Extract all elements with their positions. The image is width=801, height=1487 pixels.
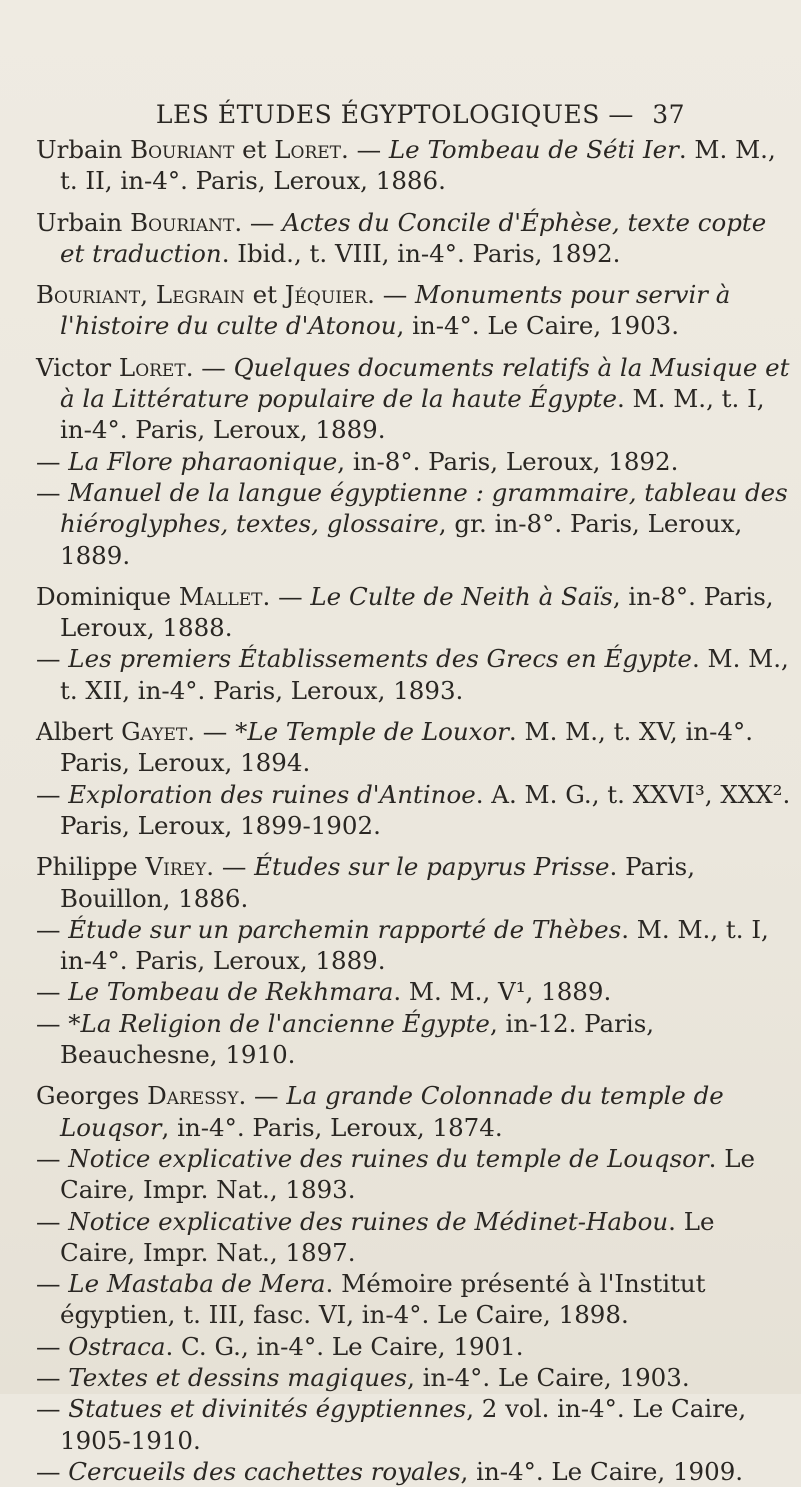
publication-details: . M. M., V¹, 1889.	[393, 977, 612, 1007]
publication-details: . Ibid., t. VIII, in-4°. Paris, 1892.	[221, 238, 621, 268]
entry-dash: —	[36, 1456, 69, 1486]
author-name: Bouriant, Legrain	[36, 280, 245, 310]
bibliography-entry	[36, 352, 792, 446]
publication-details: . Paris, Bouillon, 1886.	[60, 852, 696, 913]
author-firstname: Urbain	[36, 135, 131, 164]
publication-details: , gr. in-8°. Paris, Leroux, 1889.	[60, 509, 743, 570]
work-title: Exploration des ruines d'Antinoe	[68, 779, 476, 809]
author-group	[36, 279, 792, 342]
work-title: Les premiers Établissements des Grecs en Égypte	[68, 644, 692, 674]
author-name: Jéquier	[284, 280, 368, 310]
work-title: Études sur le papyrus Prisse	[254, 852, 610, 882]
entry-dash: —	[36, 1269, 69, 1299]
author-group	[36, 207, 792, 270]
bibliography-entry	[36, 643, 792, 706]
bibliography-list	[36, 134, 792, 1487]
publication-details: , in-8°. Paris, Leroux, 1892.	[337, 446, 679, 476]
entry-dash: . —	[185, 352, 234, 382]
publication-details: , in-4°. Le Caire, 1903.	[396, 311, 680, 341]
author-firstname: Philippe	[36, 852, 146, 882]
bibliography-entry	[36, 976, 792, 1007]
publication-details: . A. M. G., t. XXVI³, XXX². Paris, Leroux, 1899-1902.	[60, 779, 791, 840]
bibliography-entry	[36, 1206, 792, 1269]
bibliography-entry	[36, 851, 792, 914]
author-conjunction: et	[244, 280, 285, 310]
author-conjunction: et	[234, 135, 275, 164]
author-firstname: Urbain	[36, 207, 131, 237]
entry-dash: —	[36, 1394, 69, 1424]
bibliography-entry	[36, 1008, 792, 1071]
entry-dash: —	[36, 1143, 69, 1173]
entry-dash: —	[36, 1206, 69, 1236]
publication-details: , in-4°. Paris, Leroux, 1874.	[161, 1112, 503, 1142]
bibliography-entry	[36, 1393, 792, 1456]
publication-details: , in-12. Paris, Beauchesne, 1910.	[60, 1008, 655, 1070]
entry-dash: . —	[206, 852, 255, 882]
author-group	[36, 1080, 792, 1487]
running-header	[0, 100, 801, 129]
work-title: Cercueils des cachettes royales	[68, 1456, 461, 1486]
publication-details: . C. G., in-4°. Le Caire, 1901.	[165, 1331, 524, 1361]
author-group	[36, 716, 792, 841]
bibliography-entry	[36, 581, 792, 644]
publication-details: . M. M., t. XII, in-4°. Paris, Leroux, 1893.	[60, 644, 789, 705]
work-title: Statues et divinités égyptiennes	[68, 1394, 467, 1424]
publication-details: . M. M., t. II, in-4°. Paris, Leroux, 1886.	[60, 135, 776, 196]
publication-details: . Le Caire, Impr. Nat., 1897.	[60, 1206, 715, 1267]
work-title: Quelques documents relatifs à la Musique et à la Littérature populaire de la haute Égypte	[60, 352, 790, 414]
work-title: Manuel de la langue égyptienne : grammaire, tableau des hiéroglyphes, textes, glossaire	[60, 477, 788, 539]
work-title: Le Mastaba de Mera	[68, 1269, 326, 1299]
work-title: Monuments pour servir à l'histoire du culte d'Atonou	[60, 280, 731, 341]
bibliography-entry	[36, 1268, 792, 1331]
bibliography-entry	[36, 207, 792, 270]
entry-dash: —	[36, 1008, 69, 1038]
work-title: La Flore pharaonique	[68, 446, 338, 476]
author-name: Bouriant	[130, 207, 235, 237]
entry-dash: . —	[262, 581, 311, 611]
entry-dash: . —	[234, 207, 283, 237]
bibliography-entry	[36, 1331, 792, 1362]
bibliography-entry	[36, 779, 792, 842]
entry-dash: —	[36, 779, 69, 809]
publication-details: . M. M., t. I, in-4°. Paris, Leroux, 1889.	[60, 914, 769, 976]
entry-dash: —	[36, 477, 69, 507]
entry-dash: . —	[238, 1081, 287, 1111]
bibliography-entry	[36, 477, 792, 571]
entry-dash: —	[36, 914, 69, 944]
entry-dash: . —	[341, 135, 389, 164]
author-name: Gayet	[121, 717, 188, 747]
author-firstname: Albert	[36, 717, 122, 747]
bibliography-entry	[36, 1362, 792, 1393]
publication-details: . M. M., t. I, in-4°. Paris, Leroux, 1889.	[60, 384, 765, 445]
work-title: Le Culte de Neith à Saïs	[310, 581, 613, 611]
publication-details: . Le Caire, Impr. Nat., 1893.	[60, 1143, 755, 1205]
publication-details: . M. M., t. XV, in-4°. Paris, Leroux, 1894.	[60, 717, 753, 778]
author-name: Virey	[145, 852, 207, 882]
header-separator: —	[608, 100, 634, 129]
author-firstname: Victor	[36, 352, 119, 382]
publication-details: . Mémoire présenté à l'Institut égyptien, t. III, fasc. VI, in-4°. Le Caire, 1898.	[60, 1269, 706, 1330]
work-title: Notice explicative des ruines de Médinet-Habou	[68, 1206, 669, 1236]
header-title: LES ÉTUDES ÉGYPTOLOGIQUES	[155, 100, 600, 129]
bibliography-entry	[36, 134, 792, 197]
work-title: *Le Temple de Louxor	[235, 717, 509, 747]
bibliography-entry	[36, 1080, 792, 1143]
entry-dash: —	[36, 977, 69, 1007]
author-name: Bouriant	[130, 135, 235, 164]
bibliography-entry	[36, 1143, 792, 1206]
work-title: La grande Colonnade du temple de Louqsor	[60, 1081, 724, 1142]
work-title: Actes du Concile d'Éphèse, texte copte et traduction	[60, 207, 767, 268]
author-name: Mallet	[178, 581, 263, 611]
author-group	[36, 134, 792, 197]
entry-dash: . —	[187, 717, 236, 747]
author-name: Loret	[274, 135, 342, 164]
work-title: Le Tombeau de Séti Ier	[388, 135, 679, 164]
author-name: Daressy	[147, 1081, 239, 1111]
work-title: *La Religion de l'ancienne Égypte	[68, 1008, 490, 1038]
publication-details: , in-8°. Paris, Leroux, 1888.	[60, 581, 774, 643]
bibliography-entry	[36, 1456, 792, 1487]
work-title: Ostraca	[68, 1331, 166, 1361]
publication-details: , 2 vol. in-4°. Le Caire, 1905-1910.	[60, 1394, 747, 1455]
work-title: Textes et dessins magiques	[68, 1362, 408, 1392]
entry-dash: . —	[367, 280, 415, 310]
publication-details: , in-4°. Le Caire, 1903.	[407, 1362, 690, 1392]
author-firstname: Georges	[36, 1081, 148, 1111]
entry-dash: —	[36, 1331, 69, 1361]
author-group	[36, 851, 792, 1070]
bibliography-entry	[36, 716, 792, 779]
bibliography-entry	[36, 914, 792, 977]
page-number: 37	[652, 100, 686, 129]
publication-details: , in-4°. Le Caire, 1909.	[460, 1456, 744, 1486]
bibliography-entry	[36, 279, 792, 342]
author-firstname: Dominique	[36, 581, 179, 611]
work-title: Étude sur un parchemin rapporté de Thèbes	[68, 914, 622, 944]
entry-dash: —	[36, 1362, 69, 1392]
author-group	[36, 581, 792, 706]
entry-dash: —	[36, 446, 69, 476]
bibliography-entry	[36, 446, 792, 477]
work-title: Notice explicative des ruines du temple de Louqsor	[68, 1143, 709, 1173]
entry-dash: —	[36, 644, 69, 674]
work-title: Le Tombeau de Rekhmara	[68, 977, 394, 1007]
author-name: Loret	[118, 352, 186, 382]
author-group	[36, 352, 792, 571]
